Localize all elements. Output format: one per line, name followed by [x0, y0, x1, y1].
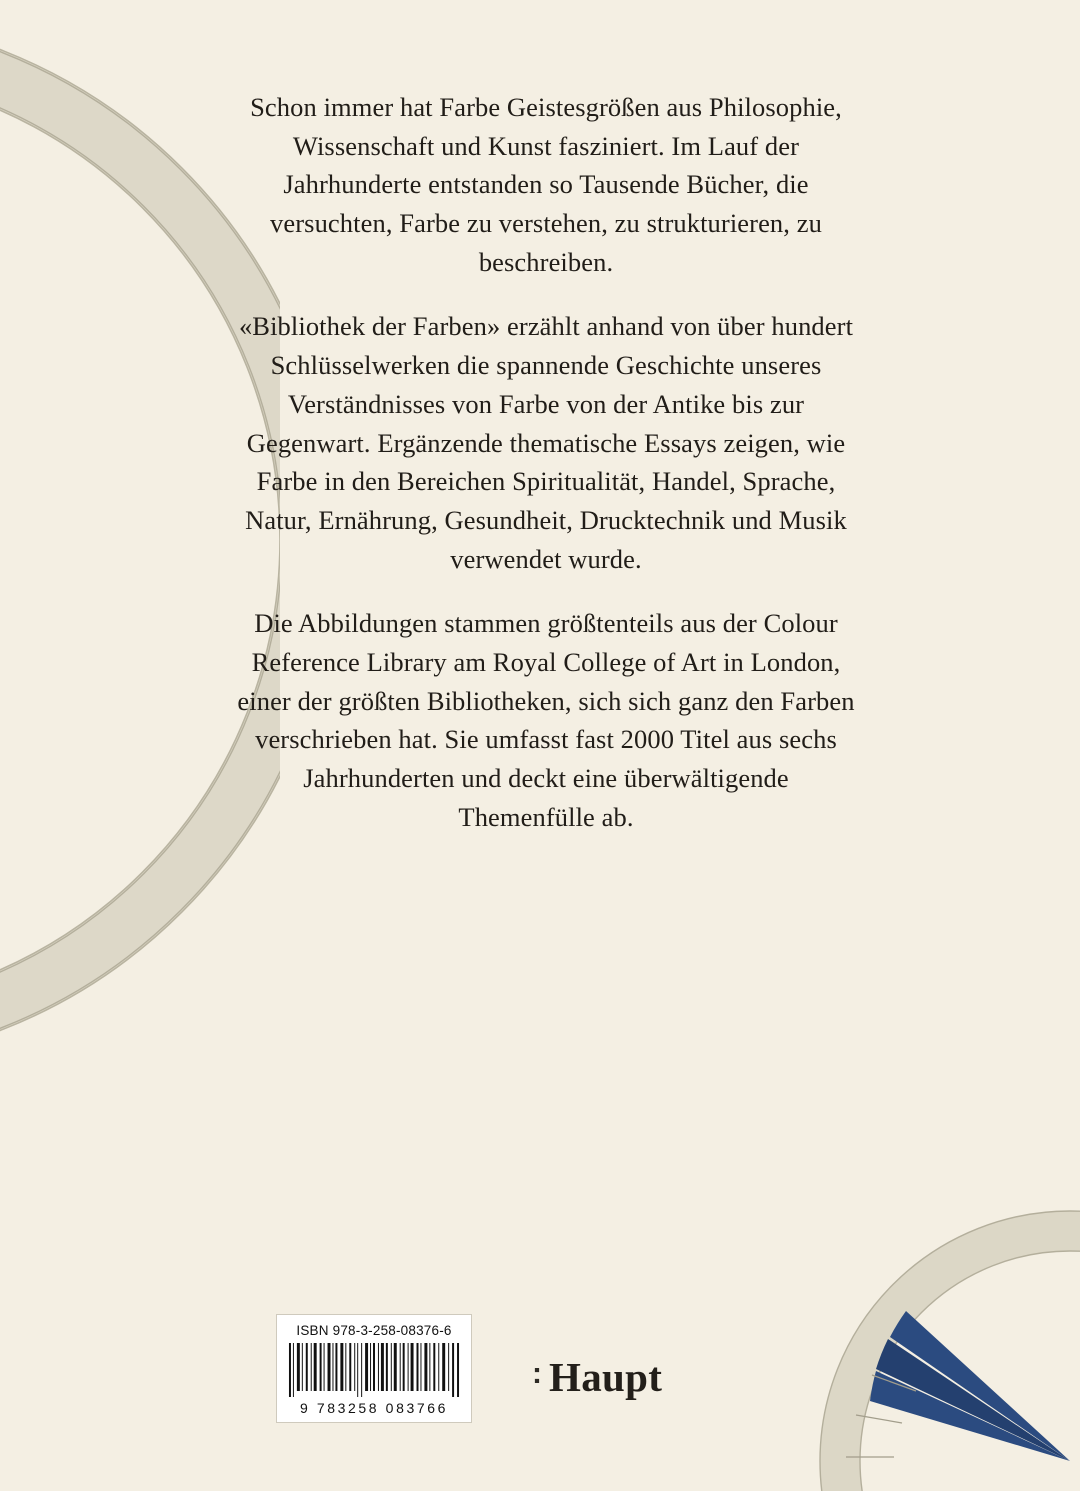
- publisher-mark-icon: :: [532, 1357, 542, 1390]
- blurb-text: [236, 88, 856, 862]
- isbn-digits: 9 783258 083766: [300, 1400, 448, 1416]
- cover-footer: [276, 1314, 662, 1423]
- isbn-label: ISBN 978-3-258-08376-6: [296, 1323, 452, 1338]
- blurb-paragraph-1: Schon immer hat Farbe Geistesgrößen aus Philosophie, Wissenschaft und Kunst fasziniert. Im Lauf der Jahrhunderte entstanden so Tausende Bücher, die versuchten, Farbe zu verstehen, zu strukturieren, zu beschreiben.: [250, 92, 842, 277]
- publisher-logo: [532, 1353, 662, 1423]
- isbn-barcode: [276, 1314, 472, 1423]
- publisher-name: Haupt: [549, 1354, 663, 1400]
- blurb-paragraph-2: «Bibliothek der Farben» erzählt anhand von über hundert Schlüsselwerken die spannende Geschichte unseres Verständnisses von Farbe von der Antike bis zur Gegenwart. Ergänzende thematische Essays zeigen, wie Farbe in den Bereichen Spiritualität, Handel, Sprache, Natur, Ernährung, Gesundheit, Drucktechnik und Musik verwendet wurde.: [238, 311, 854, 574]
- barcode-bars-icon: [287, 1343, 461, 1397]
- blurb-paragraph-3: Die Abbildungen stammen größtenteils aus der Colour Reference Library am Royal College of Art in London, einer der größten Bibliotheken, sich sich ganz den Farben verschrieben hat. Sie umfasst fast 2000 Titel aus sechs Jahrhunderten und deckt eine überwältigende Themenfülle ab.: [237, 608, 855, 832]
- colour-wheel-right: [810, 1201, 1080, 1491]
